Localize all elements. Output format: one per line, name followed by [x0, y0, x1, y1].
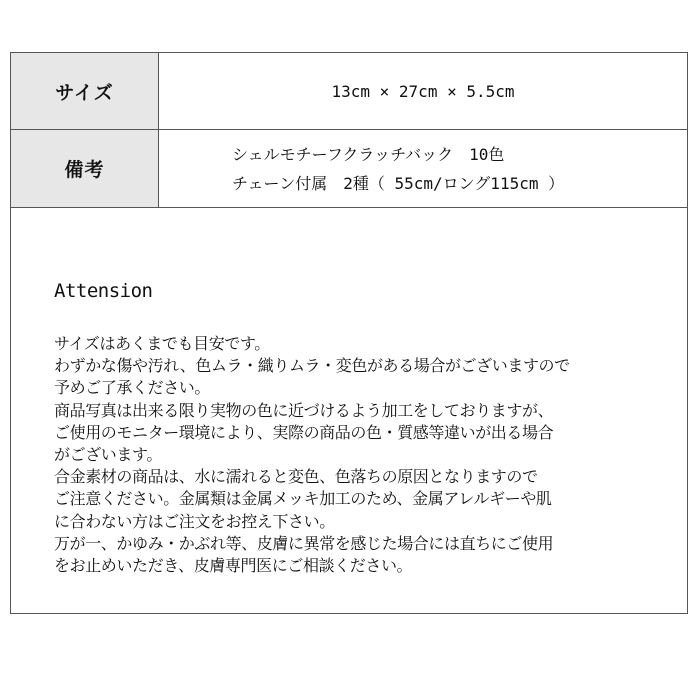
attention-body: [54, 333, 684, 577]
attention-line: をお止めいただき、皮膚専門医にご相談ください。: [54, 556, 413, 576]
notes-label: 備考: [11, 130, 159, 207]
size-value-cell: [159, 53, 687, 129]
attention-line: サイズはあくまでも目安です。: [54, 334, 270, 353]
attention-line: 合金素材の商品は、水に濡れると変色、色落ちの原因となりますので: [54, 467, 538, 487]
notes-value-cell: [159, 130, 687, 207]
notes-line: チェーン付属 2種（ 55cm/ロング115cm ）: [232, 173, 565, 193]
notes-row: [11, 130, 687, 207]
attention-title: Attension: [54, 280, 153, 302]
attention-section: [10, 208, 688, 614]
attention-line: 商品写真は出来る限り実物の色に近づけるよう加工をしておりますが、: [54, 400, 554, 420]
size-row: [11, 53, 687, 130]
attention-line: 予めご了承ください。: [54, 378, 211, 398]
attention-line: に合わない方はご注文をお控え下さい。: [54, 511, 335, 531]
attention-line: がございます。: [54, 445, 162, 465]
size-value: 13cm × 27cm × 5.5cm: [331, 81, 515, 101]
size-label: サイズ: [11, 53, 159, 129]
attention-line: ご使用のモニター環境により、実際の商品の色・質感等違いが出る場合: [54, 422, 554, 442]
attention-line: わずかな傷や汚れ、色ムラ・織りムラ・変色がある場合がございますので: [54, 356, 570, 376]
attention-line: 万が一、かゆみ・かぶれ等、皮膚に異常を感じた場合には直ちにご使用: [54, 533, 554, 553]
spec-table: [10, 52, 688, 208]
attention-line: ご注意ください。金属類は金属メッキ加工のため、金属アレルギーや肌: [54, 489, 552, 509]
notes-line: シェルモチーフクラッチバック 10色: [232, 144, 505, 164]
